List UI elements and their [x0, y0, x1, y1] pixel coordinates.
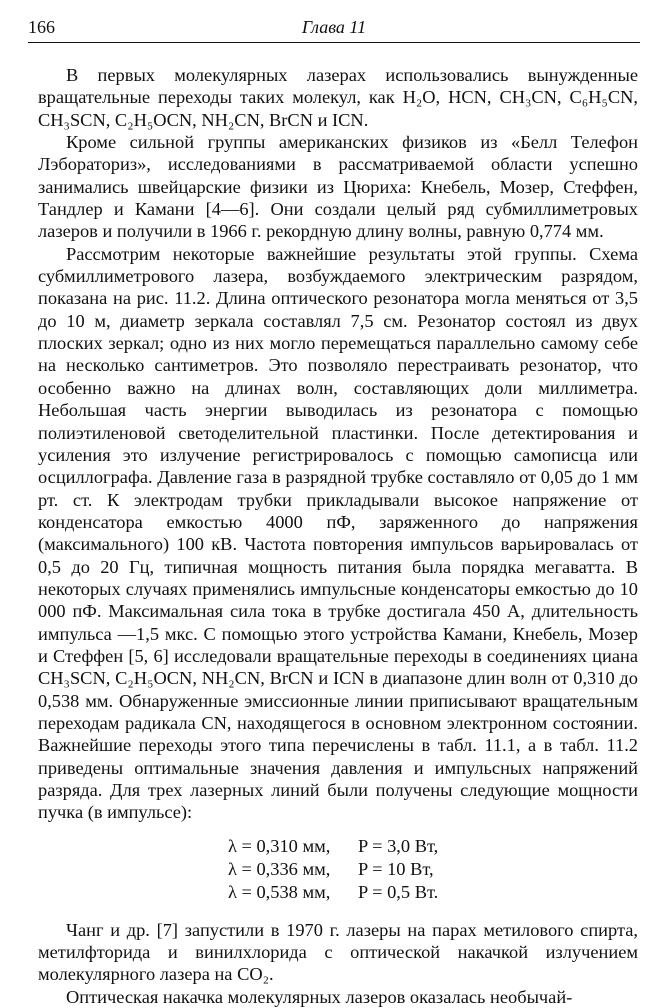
formula-power: P = 0,5 Вт. [358, 882, 439, 903]
page-header [28, 14, 640, 40]
running-title: Глава 11 [301, 17, 367, 37]
formula-row [228, 835, 638, 858]
paragraph: Рассмотрим некоторые важнейшие результаты этой группы. Схема субмиллиметрового лазера, возбуждаемого электрическим разрядом, показана на рис. 11.2. Длина оптического резонатора могла меняться от 3,5 до 10 м, диаметр зеркала составлял 7,5 см. Резонатор состоял из двух плоских зеркал; одно из них могло перемещаться параллельно самому себе на несколько сантиметров. Это позволяло перестраивать резонатор, что особенно важно на длинах волн, составляющих доли миллиметра. Небольшая часть энергии выводилась из резонатора с помощью полиэтиленовой светоделительной пластинки. После детектирования и усиления это излучение регистрировалось с помощью самописца или осциллографа. Давление газа в разрядной трубке составляло от 0,05 до 1 мм рт. ст. К электродам трубки прикладывали высокое напряжение от конденсатора емкостью 4000 пФ, заряженного до напряжения (максимального) 100 кВ. Частота повторения импульсов варьировалась от 0,5 до 20 Гц, типичная мощность питания была порядка мегаватта. В некоторых случаях применялись импульсные конденсаторы емкостью до 10 000 пФ. Максимальная сила тока в трубке достигала 450 А, длительность импульса —1,5 мкс. С помощью этого устройства Камани, Кнебель, Мозер и Стеффен [5, 6] исследовали вращательные переходы в соединениях циана CH₃SCN, C₂H₅OCN, NH₂CN, BrCN и ICN в диапазоне длин волн от 0,310 до 0,538 мм. Обнаруженные эмиссионные линии приписывают вращательным переходам радикала CN, находящегося в основном электронном состоянии. Важнейшие переходы этого типа перечислены в табл. 11.1, а в табл. 11.2 приведены оптимальные значения давления и импульсных напряжений разряда. Для трех лазерных линий были получены следующие мощности пучка (в импульсе): [38, 243, 638, 823]
closing-paragraphs [38, 919, 638, 1008]
power-formulas [38, 835, 638, 905]
page-number: 166 [28, 17, 55, 37]
book-page [28, 14, 640, 1007]
paragraph: Кроме сильной группы американских физиков из «Белл Телефон Лэбораториз», исследованиями в рассматриваемой области успешно занимались швейцарские физики из Цюриха: Кнебель, Мозер, Стеффен, Тандлер и Камани [4—6]. Они создали целый ряд субмиллиметровых лазеров и получили в 1966 г. рекордную длину волны, равную 0,774 мм. [38, 132, 638, 242]
formula-power: P = 10 Вт, [358, 858, 434, 879]
header-rule [28, 42, 640, 43]
formula-wavelength: λ = 0,336 мм, [228, 858, 331, 879]
formula-row [228, 881, 638, 904]
paragraph: В первых молекулярных лазерах использовались вынужденные вращательные переходы таких молекул, как H₂O, HCN, CH₃CN, C₆H₅CN, CH₃SCN, C₂H₅OCN, NH₂CN, BrCN и ICN. [38, 65, 638, 130]
formula-row [228, 858, 638, 881]
formula-wavelength: λ = 0,538 мм, [228, 882, 331, 903]
paragraph: Чанг и др. [7] запустили в 1970 г. лазеры на парах метилового спирта, метилфторида и винилхлорида с оптической накачкой излучением молекулярного лазера на CO₂. [38, 919, 638, 985]
paragraph: Оптическая накачка молекулярных лазеров оказалась необычай- [66, 986, 573, 1007]
page-body [38, 64, 638, 1008]
formula-power: P = 3,0 Вт, [358, 835, 439, 856]
formula-wavelength: λ = 0,310 мм, [228, 835, 331, 856]
